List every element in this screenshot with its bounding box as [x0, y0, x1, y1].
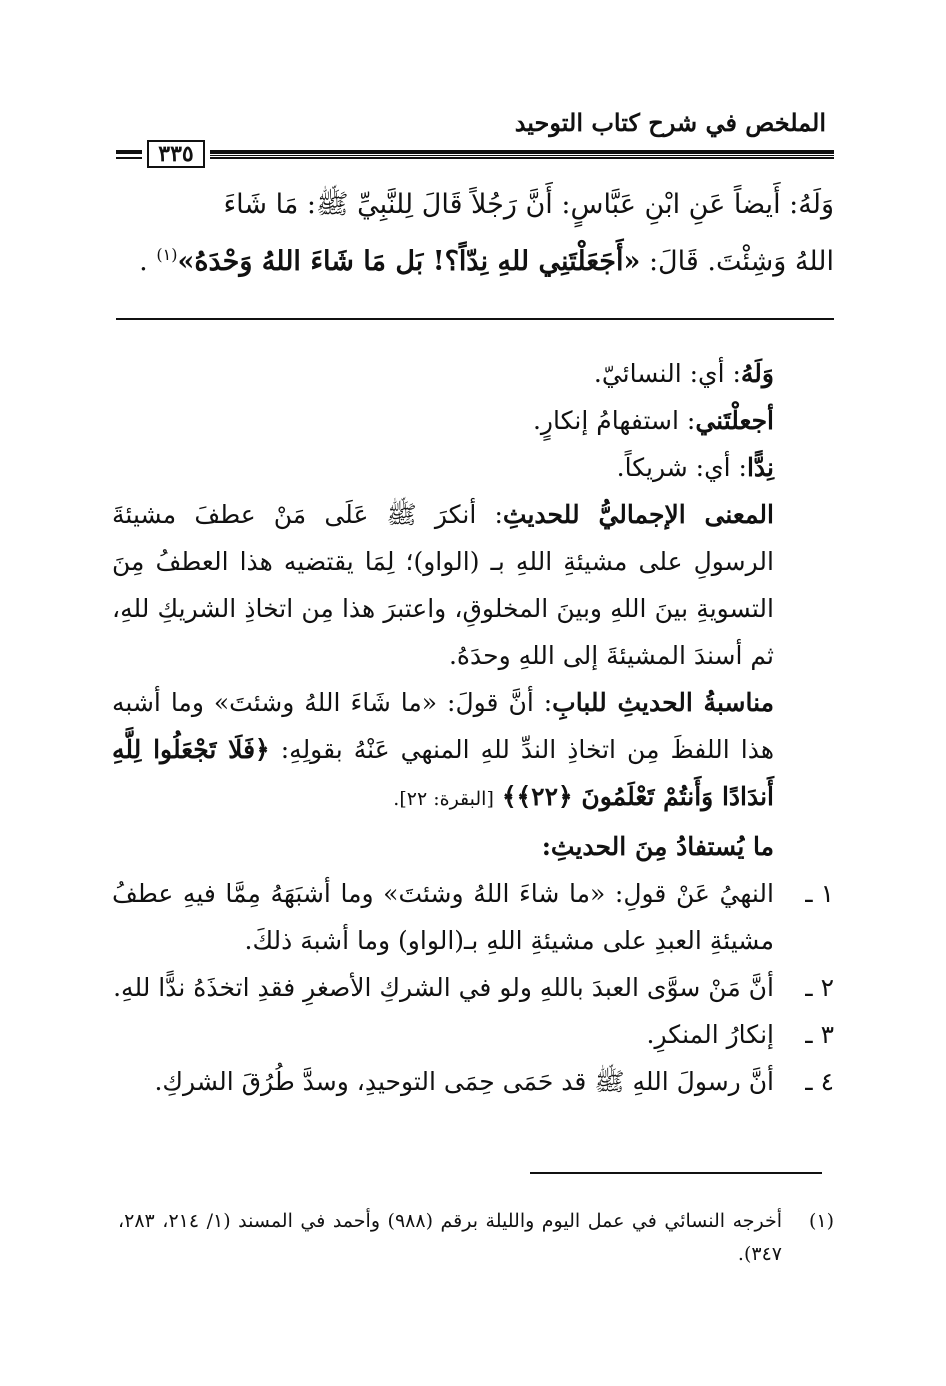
glossary-entry [112, 397, 834, 444]
glossary-entry [112, 444, 834, 491]
glossary-definition: : استفهامُ إنكارٍ. [532, 406, 696, 435]
surah-reference: [البقرة: ٢٢]. [393, 788, 494, 810]
quran-verse: ﴿فَلَا تَجْعَلُوا لِلَّهِ أَندَادًا وَأَنتُمْ تَعْلَمُونَ ﴿٢٢﴾﴾ [112, 735, 774, 811]
relevance-paragraph [112, 679, 834, 823]
glossary-term: أجعلْتَني [695, 406, 774, 435]
benefit-item [112, 964, 834, 1011]
benefit-number: ١ ـ [805, 879, 834, 908]
footnote [118, 1205, 834, 1271]
general-meaning-paragraph [112, 491, 834, 679]
benefit-text: أنَّ رسولَ اللهِ ﷺ قد حَمَى حِمَى التوحيدِ، وسدَّ طُرُقَ الشركِ. [154, 1067, 774, 1096]
hadith-line-2-end: . [139, 246, 148, 277]
benefit-item [112, 1011, 834, 1058]
glossary-term: وَلَهُ [740, 359, 774, 388]
glossary-entry [112, 350, 834, 397]
hadith-text [116, 180, 834, 287]
relevance-text: : أنَّ قولَ: «ما شَاءَ اللهُ وشئتَ» وما أشبه هذا اللفظَ مِن اتخاذِ الندِّ للهِ المنهي عَنْهُ بقولِهِ: [112, 688, 774, 764]
benefit-number: ٢ ـ [805, 973, 834, 1002]
benefit-text: النهيُ عَنْ قولِ: «ما شاءَ اللهُ وشئتَ» وما أشبَهَهُ مِمَّا فيهِ عطفُ مشيئةِ العبدِ على مشيئةِ اللهِ بـ(الواو) وما أشبهَ ذلكَ. [112, 879, 774, 955]
hadith-line-2 [116, 230, 834, 287]
commentary [112, 350, 834, 1105]
footnote-reference: (١) [156, 245, 178, 264]
hadith-line-1: وَلَهُ: أَيضاً عَنِ ابْنِ عَبَّاسٍ: أَنَّ رَجُلاً قَالَ لِلنَّبِيِّ ﷺ: مَا شَاءَ [223, 189, 834, 220]
benefit-text: إنكارُ المنكرِ. [646, 1020, 774, 1049]
benefit-number: ٣ ـ [805, 1020, 834, 1049]
relevance-heading: مناسبةُ الحديثِ للبابِ [552, 688, 774, 717]
glossary-definition: : أي: النسائيّ. [593, 359, 741, 388]
hadith-quote: «أَجَعَلْتَنِي للهِ نِدّاً؟! بَل مَا شَاءَ اللهُ وَحْدَهُ» [177, 246, 641, 277]
hadith-line-2-plain: اللهُ وَشِئْتَ. قَالَ: [640, 246, 834, 277]
glossary-definition: : أي: شريكاً. [616, 453, 747, 482]
general-meaning-text: : أنكرَ ﷺ عَلَى مَنْ عطفَ مشيئةَ الرسولِ على مشيئةِ اللهِ بـ (الواو)؛ لِمَا يقتضيه هذا العطفُ مِنَ التسويةِ بينَ اللهِ وبينَ المخلوقِ، واعتبرَ هذا مِن اتخاذِ الشريكِ للهِ، ثم أسندَ المشيئةَ إلى اللهِ وحدَهُ. [112, 500, 774, 670]
glossary-term: نِدًّا [746, 453, 774, 482]
footnote-number: (١) [808, 1210, 834, 1232]
header-rule-right [210, 150, 834, 159]
header-rule-left [116, 150, 142, 159]
page-number: ٣٣٥ [147, 140, 205, 168]
footnote-divider [530, 1172, 822, 1174]
general-meaning-heading: المعنى الإجماليُّ للحديثِ [502, 500, 774, 529]
benefit-number: ٤ ـ [805, 1067, 834, 1096]
section-divider [116, 318, 834, 320]
benefit-item [112, 1058, 834, 1105]
footnote-text: أخرجه النسائي في عمل اليوم والليلة برقم (٩٨٨) وأحمد في المسند (١/ ٢١٤، ٢٨٣، ٣٤٧). [118, 1210, 783, 1265]
benefit-text: أنَّ مَنْ سوَّى العبدَ باللهِ ولو في الشركِ الأصغرِ فقدِ اتخذَهُ ندًّا للهِ. [113, 973, 774, 1002]
running-title: الملخص في شرح كتاب التوحيد [514, 108, 826, 137]
benefits-heading: ما يُستفادُ مِنَ الحديثِ: [541, 832, 774, 861]
benefit-item [112, 870, 834, 964]
